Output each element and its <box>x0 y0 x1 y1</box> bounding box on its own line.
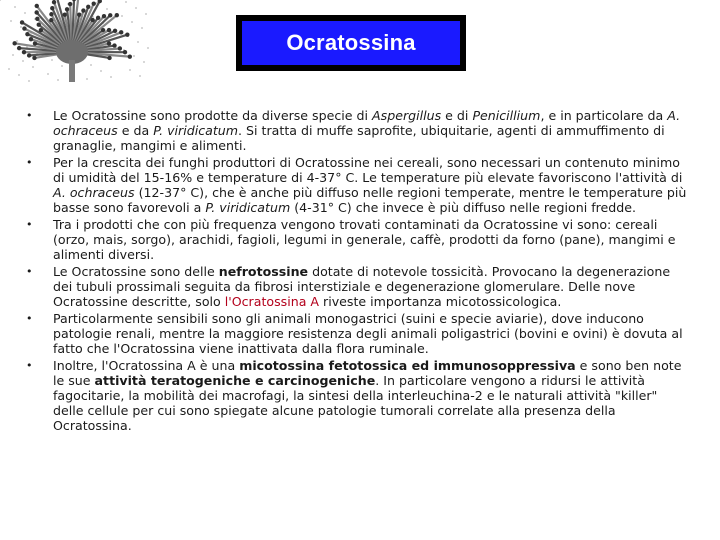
text-span: . In particolare vengono a ridursi le attività fagocitarie, la mobilità dei macrofagi, la sintesi della interleuchina-2 e le naturali attività "killer" delle cellule per cui sono spiegate alcune patologie tumorali correlate alla presenza della Ocratossina. <box>53 373 658 433</box>
speckle <box>143 61 145 63</box>
species-name: A. ochraceus <box>53 108 681 138</box>
spore <box>50 6 54 10</box>
speckle <box>131 21 133 23</box>
text-span: e da <box>117 123 154 138</box>
text-span: e di <box>441 108 473 123</box>
speckle <box>51 59 53 61</box>
spore <box>102 14 106 18</box>
title-box <box>236 15 466 71</box>
bold-term: micotossina fetotossica ed immunosoppressiva <box>239 358 576 373</box>
spore <box>107 56 111 60</box>
speckle <box>106 8 108 10</box>
spore <box>37 23 41 27</box>
speckle <box>110 76 112 78</box>
speckle <box>24 12 26 14</box>
spore <box>72 0 76 1</box>
speckle <box>0 0 1 1</box>
spore <box>52 0 56 4</box>
text-span: . Si tratta di muffe saprofite, ubiquitarie, agenti di ammuffimento di granaglie, mangimi e alimenti. <box>53 123 665 153</box>
speckle <box>86 78 88 80</box>
text-span: (4-31° C) che invece è più diffuso nelle regioni fredde. <box>290 200 637 215</box>
spore <box>123 50 127 54</box>
list-item <box>26 264 690 309</box>
spore <box>22 50 26 54</box>
spore <box>35 4 39 8</box>
speckle <box>12 54 14 56</box>
speckle <box>133 55 135 57</box>
spore <box>96 16 100 20</box>
speckle <box>18 74 20 76</box>
spore <box>25 32 29 36</box>
spore <box>119 30 123 34</box>
spore <box>20 20 24 24</box>
speckle <box>121 15 123 17</box>
text-span: dotate di notevole tossicità. Provocano la degenerazione dei tubuli prossimali seguita da fibrosi interstiziale e degenerazione glomerulare. Delle nove Ocratossine descritte, solo <box>53 264 671 309</box>
conidiophore-stalk <box>69 60 75 82</box>
spore <box>115 13 119 17</box>
title-inner <box>242 21 460 65</box>
spore <box>27 53 31 57</box>
speckle <box>135 7 137 9</box>
species-name: Aspergillus <box>372 108 442 123</box>
speckle <box>100 70 102 72</box>
text-span: Le Ocratossine sono prodotte da diverse specie di <box>53 108 373 123</box>
speckle <box>32 66 34 68</box>
speckle <box>145 13 147 15</box>
list-item <box>26 358 690 433</box>
list-item <box>26 217 690 262</box>
speckle <box>10 20 12 22</box>
speckle <box>90 64 92 66</box>
spore <box>107 41 111 45</box>
spore <box>22 26 26 30</box>
bold-term: attività teratogeniche e carcinogeniche <box>94 373 376 388</box>
speckle <box>147 47 149 49</box>
speckle <box>8 68 10 70</box>
aspergillus-micrograph <box>0 0 150 82</box>
page-title: Ocratossina <box>286 30 416 55</box>
spore <box>108 13 112 17</box>
spore <box>81 8 85 12</box>
bold-term: nefrotossine <box>218 264 309 279</box>
species-name: Penicillium <box>472 108 541 123</box>
text-span: Tra i prodotti che con più frequenza vengono trovati contaminati da Ocratossine vi sono: cereali (orzo, mais, sorgo), arachidi, fagioli, legumi in generale, caffè, prodotti da forno (pane), mangimi e alimenti diversi. <box>53 217 676 262</box>
species-name: P. viridicatum <box>205 200 291 215</box>
fungus-illustration <box>0 0 150 82</box>
text-span: Inoltre, l'Ocratossina A è una <box>53 358 240 373</box>
list-item <box>26 311 690 356</box>
spore <box>49 12 53 16</box>
text-span: (12-37° C), che è anche più diffuso nelle regioni temperate, mentre le temperature più basse sono favorevoli a <box>53 185 687 215</box>
speckle <box>129 69 131 71</box>
text-span: Particolarmente sensibili sono gli animali monogastrici (suini e specie aviarie), dove inducono patologie renali, mentre la maggiore resistenza degli animali poligastrici (bovini e ovini) è dovuta al fatto che l'Ocratossina viene inattivata dalla flora ruminale. <box>53 311 683 356</box>
list-item <box>26 155 690 215</box>
spore <box>107 28 111 32</box>
spore <box>125 32 129 36</box>
species-name: A. ochraceus <box>53 185 135 200</box>
speckle <box>141 27 143 29</box>
speckle <box>22 60 24 62</box>
species-name: P. viridicatum <box>153 123 239 138</box>
speckle <box>125 1 127 3</box>
highlighted-term: l'Ocratossina A <box>224 294 320 309</box>
spore <box>118 46 122 50</box>
spore <box>113 29 117 33</box>
spore <box>86 5 90 9</box>
text-span: Le Ocratossine sono delle <box>53 264 219 279</box>
spore <box>12 41 16 45</box>
speckle <box>20 26 22 28</box>
speckle <box>139 75 141 77</box>
text-span: , e in particolare da <box>540 108 668 123</box>
list-item <box>26 108 690 153</box>
speckle <box>137 41 139 43</box>
text-span: riveste importanza micotossicologica. <box>319 294 562 309</box>
spore <box>29 37 33 41</box>
text-span: Per la crescita dei funghi produttori di Ocratossine nei cereali, sono necessari un contenuto minimo di umidità del 15-16% e temperature di 4-37° C. Le temperature più elevate favoriscono l'attività di <box>53 155 683 185</box>
speckle <box>57 79 59 81</box>
spore <box>32 56 36 60</box>
spore <box>17 46 21 50</box>
text-span: e sono ben note le sue <box>53 358 682 388</box>
spore <box>112 43 116 47</box>
spore <box>34 10 38 14</box>
speckle <box>14 6 16 8</box>
spore <box>35 17 39 21</box>
spore <box>63 12 67 16</box>
speckle <box>61 65 63 67</box>
speckle <box>16 40 18 42</box>
speckle <box>28 80 30 82</box>
bullet-list <box>26 108 690 435</box>
speckle <box>47 73 49 75</box>
spore <box>128 54 132 58</box>
spore <box>92 1 96 5</box>
spore <box>68 2 72 6</box>
spore <box>65 7 69 11</box>
